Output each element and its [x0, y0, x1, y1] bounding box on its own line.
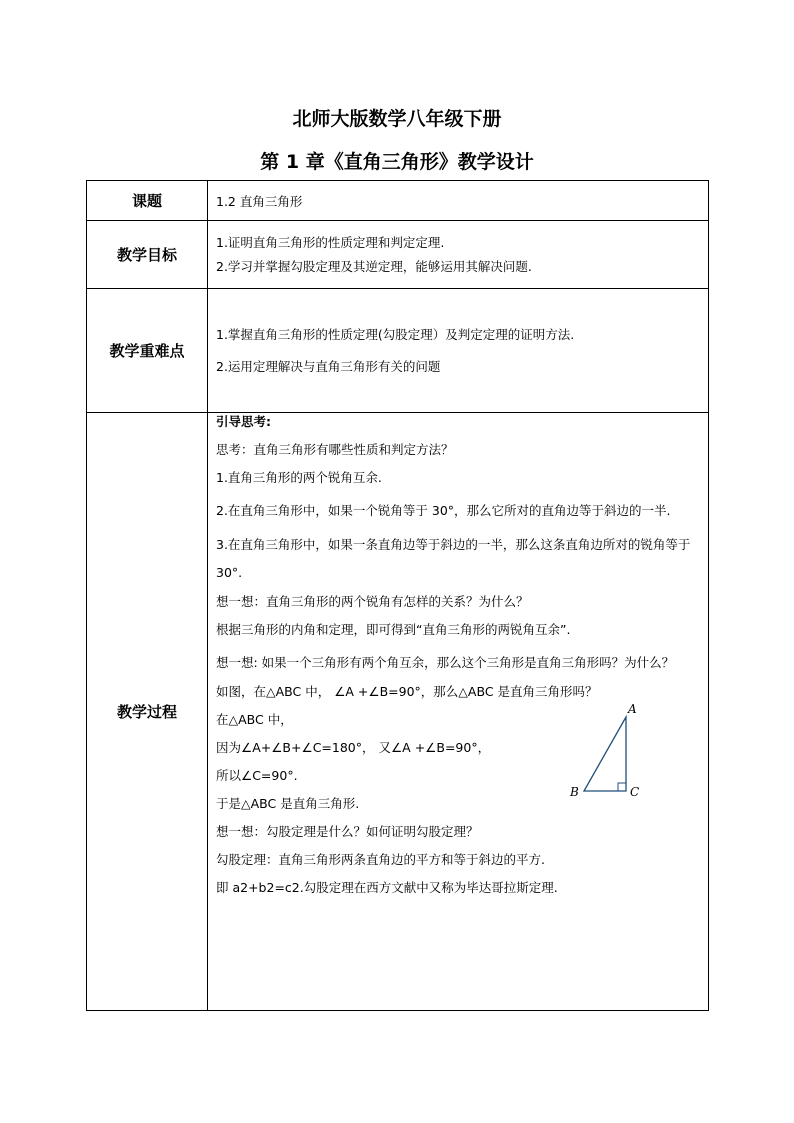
topic-label: 课题 — [87, 181, 208, 221]
process-label: 教学过程 — [87, 413, 208, 1011]
topic-value: 1.2 直角三角形 — [208, 181, 709, 221]
process-line: 3.在直角三角形中，如果一条直角边等于斜边的一半，那么这条直角边所对的锐角等于 30°. — [216, 537, 691, 580]
row-goals — [87, 221, 709, 289]
process-line: 思考：直角三角形有哪些性质和判定方法？ — [216, 442, 454, 457]
goals-label: 教学目标 — [87, 221, 208, 289]
process-line: 所以∠C=90°. — [216, 768, 298, 783]
row-process — [87, 413, 709, 1011]
process-cell — [208, 413, 709, 1011]
keypoint-item: 1.掌握直角三角形的性质定理(勾股定理）及判定定理的证明方法. — [216, 326, 575, 342]
goal-item: 2.学习并掌握勾股定理及其逆定理，能够运用其解决问题. — [216, 258, 532, 274]
process-line: 想一想: 如果一个三角形有两个角互余，那么这个三角形是直角三角形吗？为什么？ — [216, 655, 675, 670]
goal-item: 1.证明直角三角形的性质定理和判定定理. — [216, 234, 445, 250]
process-line: 2.在直角三角形中，如果一个锐角等于 30°，那么它所对的直角边等于斜边的一半. — [216, 503, 671, 518]
process-line: 想一想：勾股定理是什么？如何证明勾股定理？ — [216, 824, 479, 839]
process-line: 在△ABC 中， — [216, 712, 293, 727]
keypoints-cell — [208, 289, 709, 413]
vertex-label-c: C — [630, 785, 640, 799]
process-line: 因为∠A+∠B+∠C=180°， 又∠A +∠B=90°， — [216, 740, 491, 755]
right-triangle-figure — [570, 702, 658, 803]
lesson-plan-table — [86, 180, 709, 1011]
process-line: 想一想：直角三角形的两个锐角有怎样的关系？为什么？ — [216, 594, 529, 609]
process-heading: 引导思考: — [216, 414, 271, 429]
process-line: 1.直角三角形的两个锐角互余. — [216, 470, 382, 485]
process-line: 如图，在△ABC 中， ∠A +∠B=90°，那么△ABC 是直角三角形吗？ — [216, 684, 598, 699]
keypoints-label: 教学重难点 — [87, 289, 208, 413]
keypoint-item: 2.运用定理解决与直角三角形有关的问题 — [216, 358, 441, 374]
process-line: 根据三角形的内角和定理，即可得到“直角三角形的两锐角互余”. — [216, 622, 571, 637]
document-subtitle: 第 1 章《直角三角形》教学设计 — [260, 151, 534, 173]
process-line: 勾股定理：直角三角形两条直角边的平方和等于斜边的平方. — [216, 852, 545, 867]
document-title: 北师大版数学八年级下册 — [292, 108, 502, 130]
row-topic — [87, 181, 709, 221]
right-angle-mark — [618, 783, 626, 791]
process-line: 于是△ABC 是直角三角形. — [216, 796, 360, 811]
process-line: 即 a2+b2=c2.勾股定理在西方文献中又称为毕达哥拉斯定理. — [216, 880, 558, 895]
vertex-label-a: A — [628, 702, 637, 716]
row-keypoints — [87, 289, 709, 413]
goals-cell — [208, 221, 709, 289]
triangle-shape — [584, 717, 626, 791]
vertex-label-b: B — [570, 785, 579, 799]
